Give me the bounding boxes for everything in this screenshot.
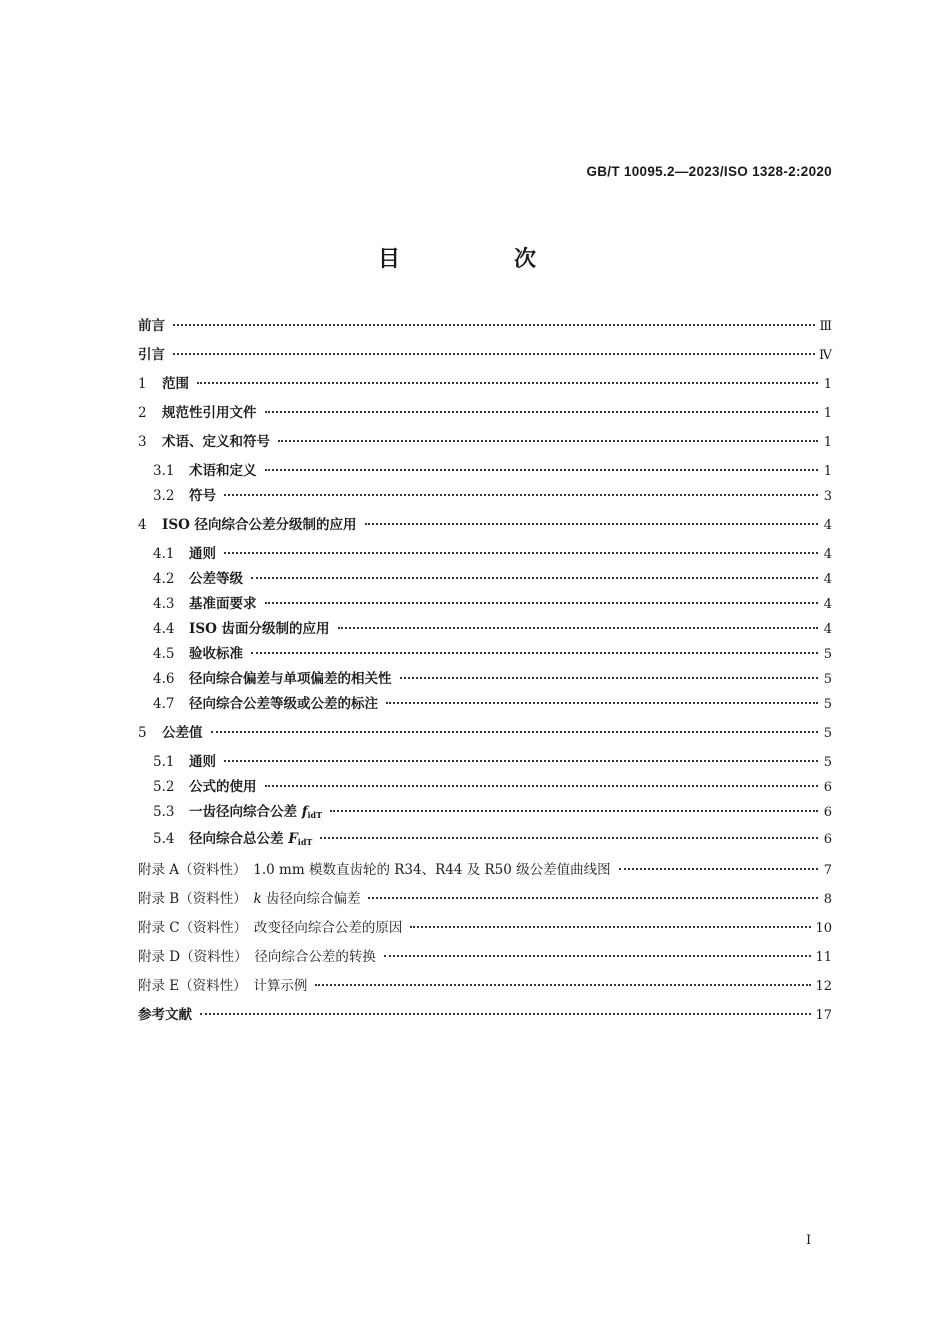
toc-entry-annex-b[interactable] (138, 889, 832, 910)
leader-dots (410, 926, 811, 928)
toc-entry-annex-d[interactable] (138, 947, 832, 968)
leader-dots (619, 868, 818, 870)
leader-dots (173, 353, 815, 355)
toc-entry-label: 范围 (162, 376, 189, 392)
toc-entry-number: 3.2 (153, 488, 175, 504)
toc-entry-number: 5.2 (153, 779, 175, 795)
toc-entry-number: 2 (138, 405, 147, 421)
toc-entry-page: 5 (823, 697, 832, 712)
toc-entry-label: 附录 E（资料性） 计算示例 (138, 978, 308, 994)
leader-dots (197, 382, 818, 384)
toc-entry-number: 4.4 (153, 621, 175, 637)
toc-entry-page: 4 (823, 572, 832, 587)
toc-entry-page: Ⅳ (819, 348, 832, 363)
toc-entry-label (138, 889, 364, 909)
toc-entry-number: 4 (138, 517, 147, 533)
toc-entry-label-text: 径向综合总公差 (189, 831, 284, 847)
toc-entry-label: 符号 (189, 488, 216, 504)
toc-entry-4-6[interactable] (138, 669, 832, 690)
leader-dots (173, 324, 815, 326)
leader-dots (224, 552, 818, 554)
toc-entry-number: 4.5 (153, 646, 175, 662)
toc-entry-4-3[interactable] (138, 594, 832, 615)
toc-entry-page: 6 (823, 805, 832, 820)
leader-dots (278, 440, 818, 442)
toc-entry-3-2[interactable] (138, 486, 832, 507)
toc-entry-label: 公差值 (162, 725, 203, 741)
toc-entry-label-text: 附录 B（资料性） (138, 891, 254, 907)
toc-entry-number: 1 (138, 376, 147, 392)
toc-entry-page: 5 (823, 647, 832, 662)
page-number: Ⅰ (806, 1233, 812, 1248)
toc-entry-page: 10 (815, 921, 832, 936)
toc-entry-4-2[interactable] (138, 569, 832, 590)
toc-entry-4-1[interactable] (138, 544, 832, 565)
toc-entry-label: ISO 齿面分级制的应用 (189, 621, 330, 637)
leader-dots (320, 837, 818, 839)
toc-entry-scope[interactable] (138, 374, 832, 395)
toc-entry-label-text: 一齿径向综合公差 (189, 804, 297, 820)
leader-dots (265, 411, 819, 413)
toc-entry-page: 1 (823, 435, 832, 450)
leader-dots (265, 469, 819, 471)
toc-entry-page: Ⅲ (819, 319, 832, 334)
toc-entry-terms[interactable] (138, 432, 832, 453)
toc-entry-page: 3 (823, 489, 832, 504)
toc-entry-label: 附录 C（资料性） 改变径向综合公差的原因 (138, 920, 403, 936)
table-of-contents (138, 316, 832, 1026)
toc-entry-page: 4 (823, 547, 832, 562)
toc-entry-number: 5.4 (153, 831, 175, 847)
toc-entry-page: 4 (823, 518, 832, 533)
toc-entry-number: 4.6 (153, 671, 175, 687)
symbol-subscript: idT (307, 810, 323, 820)
toc-entry-number: 3 (138, 434, 147, 450)
leader-dots (251, 577, 818, 579)
leader-dots (315, 984, 811, 986)
toc-entry-label: 术语、定义和符号 (162, 434, 270, 450)
toc-entry-number: 5.1 (153, 754, 175, 770)
toc-entry-5-2[interactable] (138, 777, 832, 798)
toc-entry-label: 通则 (189, 754, 216, 770)
toc-entry-label: 引言 (138, 347, 165, 363)
symbol-subscript: idT (297, 837, 313, 847)
toc-entry-5-4[interactable] (138, 829, 832, 852)
leader-dots (200, 1013, 811, 1015)
toc-entry-page: 7 (823, 863, 832, 878)
toc-entry-5-1[interactable] (138, 752, 832, 773)
toc-entry-number: 3.1 (153, 463, 175, 479)
toc-entry-number: 4.3 (153, 596, 175, 612)
toc-entry-4-4[interactable] (138, 619, 832, 640)
leader-dots (224, 760, 818, 762)
symbol-f: f (301, 804, 308, 820)
toc-entry-number: 4.1 (153, 546, 175, 562)
toc-entry-page: 5 (823, 726, 832, 741)
leader-dots (330, 810, 818, 812)
toc-entry-label: 基准面要求 (189, 596, 257, 612)
toc-entry-introduction[interactable] (138, 345, 832, 366)
leader-dots (400, 677, 819, 679)
toc-entry-label-after: 齿径向综合偏差 (261, 891, 361, 907)
toc-entry-label: 径向综合公差等级或公差的标注 (189, 696, 378, 712)
toc-entry-label: ISO 径向综合公差分级制的应用 (162, 517, 357, 533)
toc-entry-page: 5 (823, 672, 832, 687)
leader-dots (368, 897, 818, 899)
toc-entry-normative-references[interactable] (138, 403, 832, 424)
toc-entry-page: 1 (823, 406, 832, 421)
toc-entry-bibliography[interactable] (138, 1005, 832, 1026)
symbol-F: F (288, 831, 298, 847)
toc-entry-4[interactable] (138, 515, 832, 536)
standard-code: GB/T 10095.2—2023/ISO 1328-2:2020 (586, 164, 832, 179)
leader-dots (265, 602, 819, 604)
leader-dots (265, 785, 819, 787)
leader-dots (251, 652, 818, 654)
toc-entry-foreword[interactable] (138, 316, 832, 337)
toc-entry-page: 5 (823, 755, 832, 770)
toc-title: 目 次 (377, 247, 582, 272)
toc-entry-page: 1 (823, 377, 832, 392)
toc-entry-label (189, 802, 326, 825)
toc-entry-number: 4.2 (153, 571, 175, 587)
leader-dots (338, 627, 818, 629)
toc-entry-5[interactable] (138, 723, 832, 744)
toc-entry-label: 前言 (138, 318, 165, 334)
leader-dots (386, 702, 818, 704)
leader-dots (384, 955, 812, 957)
leader-dots (211, 731, 819, 733)
toc-entry-page: 6 (823, 780, 832, 795)
toc-entry-page: 1 (823, 464, 832, 479)
toc-entry-label: 附录 D（资料性） 径向综合公差的转换 (138, 949, 376, 965)
toc-entry-page: 11 (815, 950, 832, 965)
toc-entry-label: 附录 A（资料性） 1.0 mm 模数直齿轮的 R34、R44 及 R50 级公差值曲线图 (138, 862, 611, 878)
toc-entry-page: 12 (815, 979, 832, 994)
toc-entry-label: 径向综合偏差与单项偏差的相关性 (189, 671, 392, 687)
toc-entry-4-5[interactable] (138, 644, 832, 665)
toc-entry-5-3[interactable] (138, 802, 832, 825)
toc-entry-number: 5 (138, 725, 147, 741)
toc-entry-label: 公差等级 (189, 571, 243, 587)
toc-entry-page: 4 (823, 622, 832, 637)
toc-entry-label: 验收标准 (189, 646, 243, 662)
toc-entry-page: 6 (823, 832, 832, 847)
toc-entry-label: 术语和定义 (189, 463, 257, 479)
toc-entry-label: 规范性引用文件 (162, 405, 257, 421)
toc-entry-page: 4 (823, 597, 832, 612)
toc-entry-page: 8 (823, 892, 832, 907)
leader-dots (365, 523, 818, 525)
toc-entry-3-1[interactable] (138, 461, 832, 482)
toc-entry-number: 4.7 (153, 696, 175, 712)
toc-entry-label: 公式的使用 (189, 779, 257, 795)
toc-entry-label (189, 829, 316, 852)
toc-entry-4-7[interactable] (138, 694, 832, 715)
toc-entry-annex-a[interactable] (138, 860, 832, 881)
toc-entry-label: 通则 (189, 546, 216, 562)
toc-entry-annex-e[interactable] (138, 976, 832, 997)
toc-entry-label: 参考文献 (138, 1007, 192, 1023)
toc-entry-page: 17 (815, 1008, 832, 1023)
toc-entry-number: 5.3 (153, 804, 175, 820)
leader-dots (224, 494, 818, 496)
toc-entry-annex-c[interactable] (138, 918, 832, 939)
symbol-k: k (253, 891, 262, 907)
